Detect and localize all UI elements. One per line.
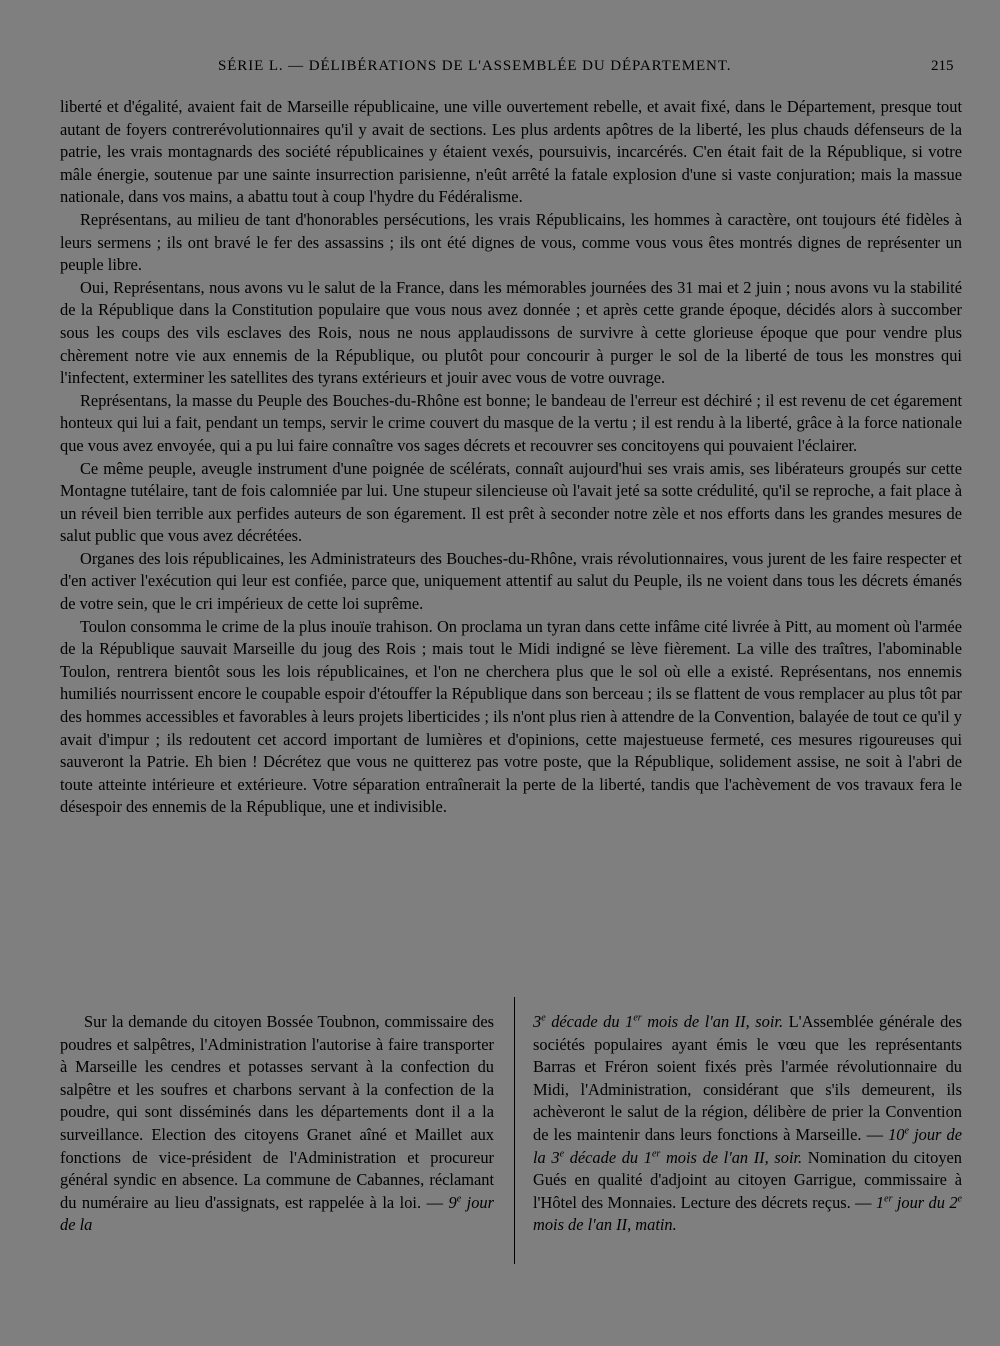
page-header xyxy=(0,58,1000,82)
column-divider xyxy=(514,997,515,1264)
paragraph-4: Représentans, la masse du Peuple des Bouches-du-Rhône est bonne; le bandeau de l'erreur est déchiré ; il est revenu de cet égarement honteux qui lui a fait, pendant un temps, servir le crime couvert du masque de la vertu ; il est rendu à la liberté, grâce à la force nationale que vous avez envoyée, qui a pu lui faire connaître vos sages décrets et recouvrer ses concitoyens qui pouvaient l'éclairer. xyxy=(60,390,962,455)
paragraph-3: Oui, Représentans, nous avons vu le salut de la France, dans les mémorables journées des 31 mai et 2 juin ; nous avons vu la stabilité de la République dans la Constitution populaire que vous nous avez donnée ; et après cette grande époque, décidés alors à succomber sous les coups des vils esclaves des Rois, nous ne nous applaudissons de survivre à cette glorieuse époque que pour vendre plus chèrement notre vie aux ennemis de la République, ou plutôt pour concourir à purger le sol de la liberté de tous les monstres qui l'infectent, exterminer les satellites des tyrans extérieurs et jouir avec vous de votre ouvrage. xyxy=(60,277,962,388)
left-column xyxy=(60,1011,494,1237)
right-column xyxy=(533,1011,962,1237)
page-number: 215 xyxy=(931,58,954,74)
right-column-date-2: 10e jour de la 3e décade du 1er mois de l'an II, soir. xyxy=(533,1124,962,1167)
main-text-block xyxy=(60,96,962,819)
right-column-text-1: L'Assemblée générale des sociétés populaires ayant émis le vœu que les représentants Barras et Fréron soient fixés près l'armée révolutionnaire du Midi, l'Administration, considérant que s'ils demeurent, ils achèveront le salut de la région, délibère de prier la Convention de les maintenir dans leurs fonctions à Marseille. — xyxy=(533,1012,962,1144)
right-column-date-1: 3e décade du 1er mois de l'an II, soir. xyxy=(533,1012,784,1031)
left-column-date: 9e jour de la xyxy=(60,1192,494,1235)
right-column-text-2: Nomination du citoyen Gués en qualité d'adjoint au citoyen Garrigue, commissaire à l'Hôtel des Monnaies. Lecture des décrets reçus. — xyxy=(533,1147,962,1212)
paragraph-1: liberté et d'égalité, avaient fait de Marseille républicaine, une ville ouvertement rebelle, et avait fixé, dans le Département, presque tout autant de foyers contrerévolutionnaires qu'il y avait de sections. Les plus ardents apôtres de la liberté, les plus chauds défenseurs de la patrie, les vrais montagnards des société républicaines y étaient vexés, poursuivis, incarcérés. C'en était fait de la République, si votre mâle énergie, soutenue par une sainte insurrection parisienne, n'eût arrêté la fatale explosion d'une si vaste conjuration; mais la massue nationale, dans vos mains, a abattu tout à coup l'hydre du Fédéralisme. xyxy=(60,97,962,207)
left-column-paragraph xyxy=(60,1011,494,1237)
paragraph-2: Représentans, au milieu de tant d'honorables persécutions, les vrais Républicains, les hommes à caractère, ont toujours été fidèles à leurs sermens ; ils ont bravé le fer des assassins ; ils ont été dignes de vous, comme vous vous êtes montrés dignes de représenter un peuple libre. xyxy=(60,209,962,275)
left-column-text: Sur la demande du citoyen Bossée Toubnon, commissaire des poudres et salpêtres, l'Administration l'autorise à faire transporter à Marseille les cendres et potasses servant à la confection du salpêtre et les soufres et charbons servant à la confection de la poudre, qui sont disséminés dans les départements dont il a la surveillance. Election des citoyens Granet aîné et Maillet aux fonctions de vice-président de l'Administration et procureur général syndic en absence. La commune de Cabannes, réclamant du numéraire au lieu d'assignats, est rappelée à la loi. — xyxy=(60,1012,494,1212)
paragraph-5: Ce même peuple, aveugle instrument d'une poignée de scélérats, connaît aujourd'hui ses vrais amis, ses libérateurs groupés sur cette Montagne tutélaire, tant de fois calomniée par lui. Une stupeur silencieuse où l'avait jeté sa sotte crédulité, qu'il se reproche, a fait place à un réveil bien terrible aux perfides auteurs de son égarement. Il est prêt à seconder notre zèle et nos efforts dans les grandes mesures de salut public que vous avez décrétées. xyxy=(60,458,962,546)
running-title: SÉRIE L. — DÉLIBÉRATIONS DE L'ASSEMBLÉE DU DÉPARTEMENT. xyxy=(218,58,732,74)
paragraph-6: Organes des lois républicaines, les Administrateurs des Bouches-du-Rhône, vrais révolutionnaires, vous jurent de les faire respecter et d'en activer l'exécution qui leur est confiée, parce que, uniquement attentif au salut du Peuple, ils ne voient dans tous les décrets émanés de votre sein, que le cri impérieux de cette loi suprême. xyxy=(60,548,962,614)
paragraph-7: Toulon consomma le crime de la plus inouïe trahison. On proclama un tyran dans cette infâme cité livrée à Pitt, au moment où l'armée de la République sauvait Marseille du joug des Rois ; mais tout le Midi indigné se lève fièrement. La ville des traîtres, l'abominable Toulon, rentrera bientôt sous les lois républicaines, et l'on ne cherchera plus que le sol où elle a existé. Représentans, nos ennemis humiliés nourrissent encore le coupable espoir d'étouffer la République dans son berceau ; ils se flattent de vous remplacer au plus tôt par des hommes accessibles et favorables à leurs projets liberticides ; ils n'ont plus rien à attendre de la Convention, balayée de tout ce qu'il y avait d'impur ; ils redoutent cet accord important de lumières et d'opinions, cette majestueuse fermeté, ces mesures rigoureuses qui sauveront la Patrie. Eh bien ! Décrétez que vous ne quitterez pas votre poste, que la République, solidement assise, ne soit à l'abri de toute atteinte intérieure et extérieure. Votre séparation entraînerait la perte de la liberté, tandis que l'achèvement de vos travaux fera le désespoir des ennemis de la République, une et indivisible. xyxy=(60,616,962,817)
right-column-date-3: 1er jour du 2e mois de l'an II, matin. xyxy=(533,1192,962,1235)
right-column-paragraph xyxy=(533,1011,962,1237)
